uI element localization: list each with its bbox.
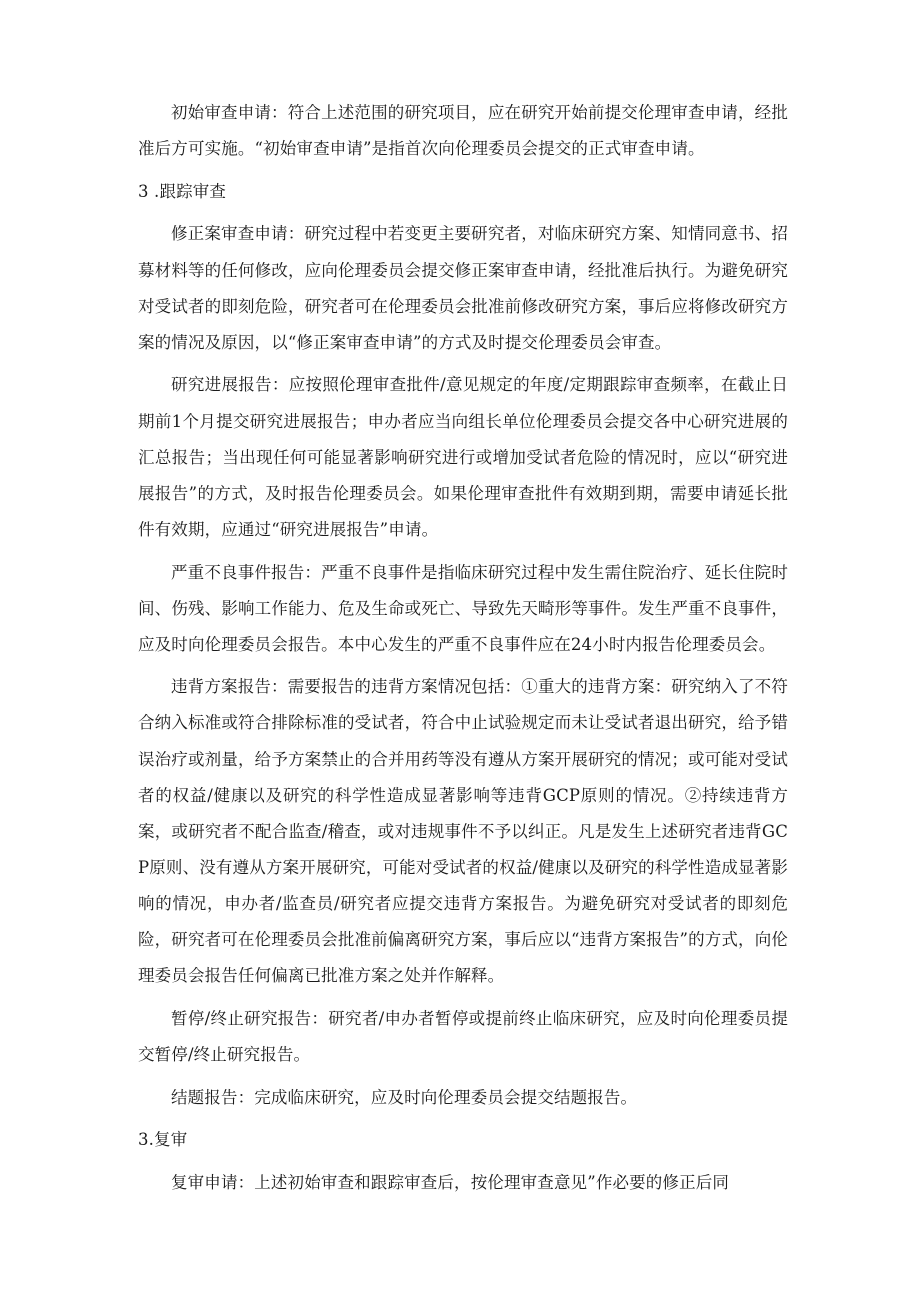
paragraph-serious-adverse-event: 严重不良事件报告：严重不良事件是指临床研究过程中发生需住院治疗、延长住院时间、伤残、影响工作能力、危及生命或死亡、导致先天畸形等事件。发生严重不良事件，应及时向伦理委员会报告。本中心发生的严重不良事件应在24小时内报告伦理委员会。 (138, 562, 788, 654)
paragraph-re-review-application: 复审申请：上述初始审查和跟踪审查后，按伦理审查意见”作必要的修正后同 (171, 1172, 730, 1192)
section-heading-re-review: 3.复审 (138, 1130, 188, 1150)
document-body (138, 95, 788, 1208)
paragraph-final-report: 结题报告：完成临床研究，应及时向伦理委员会提交结题报告。 (171, 1087, 638, 1107)
paragraph-suspension-termination: 暂停/终止研究报告：研究者/申办者暂停或提前终止临床研究，应及时向伦理委员提交暂停/终止研究报告。 (138, 1008, 788, 1064)
paragraph-progress-report: 研究进展报告：应按照伦理审查批件/意见规定的年度/定期跟踪审查频率，在截止日期前1个月提交研究进展报告；申办者应当向组长单位伦理委员会提交各中心研究进展的汇总报告；当出现任何可能显著影响研究进行或增加受试者危险的情况时，应以“研究进展报告”的方式，及时报告伦理委员会。如果伦理审查批件有效期到期，需要申请延长批件有效期，应通过“研究进展报告”申请。 (138, 375, 788, 539)
paragraph-amendment-review: 修正案审查申请：研究过程中若变更主要研究者，对临床研究方案、知情同意书、招募材料等的任何修改，应向伦理委员会提交修正案审查申请，经批准后执行。为避免研究对受试者的即刻危险，研究者可在伦理委员会批准前修改研究方案，事后应将修改研究方案的情况及原因，以“修正案审查申请”的方式及时提交伦理委员会审查。 (138, 224, 788, 352)
section-heading-tracking-review: 3 .跟踪审查 (138, 181, 227, 201)
paragraph-initial-review: 初始审查申请：符合上述范围的研究项目，应在研究开始前提交伦理审查申请，经批准后方可实施。“初始审查申请”是指首次向伦理委员会提交的正式审查申请。 (138, 103, 788, 159)
paragraph-protocol-deviation: 违背方案报告：需要报告的违背方案情况包括：①重大的违背方案：研究纳入了不符合纳入标准或符合排除标准的受试者，符合中止试验规定而未让受试者退出研究，给予错误治疗或剂量，给予方案禁止的合并用药等没有遵从方案开展研究的情况；或可能对受试者的权益/健康以及研究的科学性造成显著影响等违背GCP原则的情况。②持续违背方案，或研究者不配合监查/稽查，或对违规事件不予以纠正。凡是发生上述研究者违背GCP原则、没有遵从方案开展研究，可能对受试者的权益/健康以及研究的科学性造成显著影响的情况，申办者/监查员/研究者应提交违背方案报告。为避免研究对受试者的即刻危险，研究者可在伦理委员会批准前偏离研究方案，事后应以“违背方案报告”的方式，向伦理委员会报告任何偏离已批准方案之处并作解释。 (138, 677, 788, 986)
